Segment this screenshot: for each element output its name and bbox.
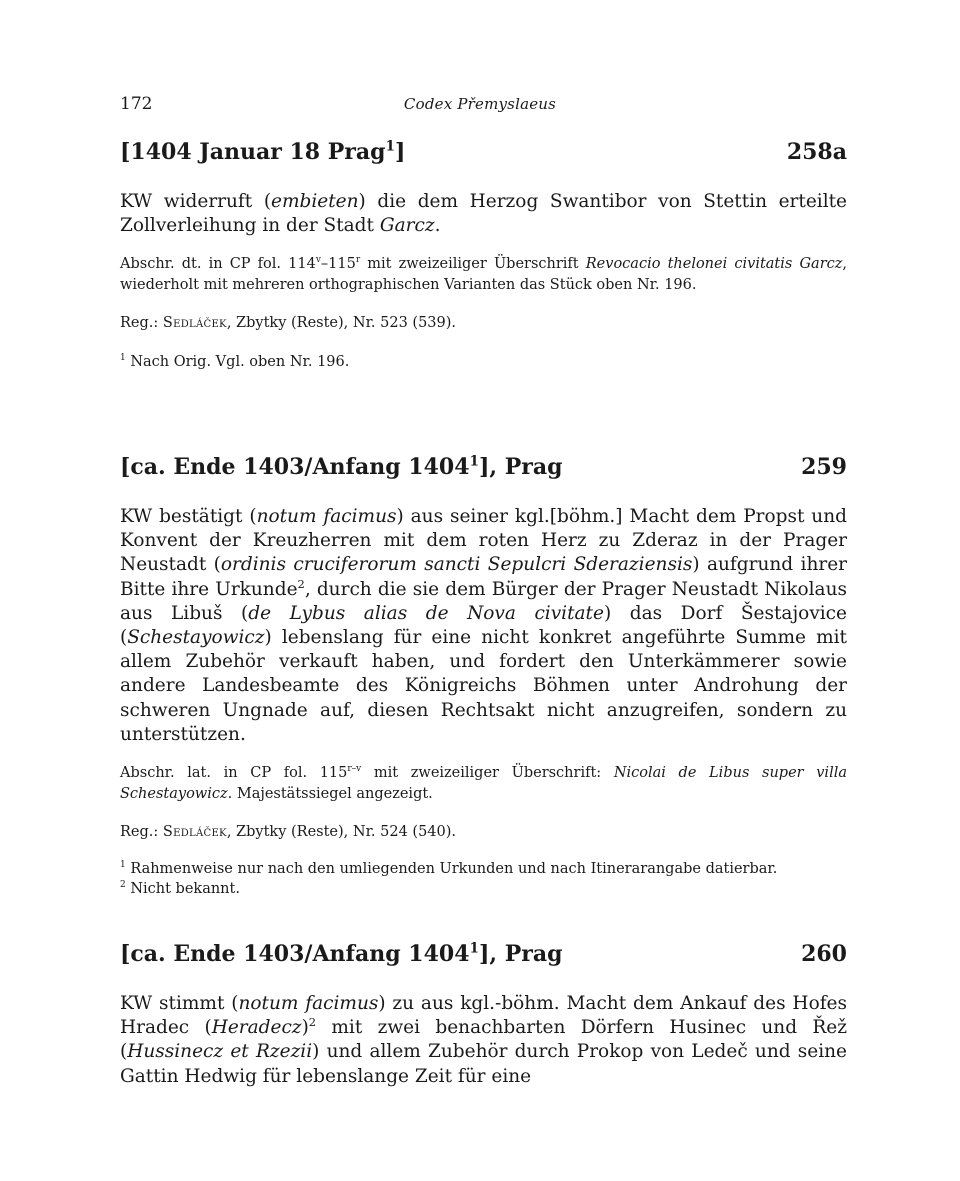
entry-number: 260 <box>801 941 847 967</box>
entry-260 <box>120 941 847 1089</box>
regesta-reference: Reg.: Sedláček, Zbytky (Reste), Nr. 524 (540). <box>120 824 457 841</box>
entry-header <box>120 941 847 975</box>
page-number: 172 <box>120 94 153 114</box>
entry-number: 259 <box>801 454 847 480</box>
regesta-reference: Reg.: Sedláček, Zbytky (Reste), Nr. 523 (539). <box>120 315 457 332</box>
entry-number: 258a <box>786 139 847 165</box>
footnote: $^1$ Rahmenweise nur nach den umliegenden Urkunden und nach Itinerarangabe datierbar. <box>120 860 778 878</box>
source-note: Abschr. lat. in CP fol. 115$^{r-v}$ mit zweizeiliger Überschrift: Nicolai de Libus super villa Schestayowicz. Majestätssiegel angezeigt. <box>120 764 847 803</box>
entry-258a <box>120 139 847 372</box>
entry-title: [ca. Ende 1403/Anfang 1404$^1$], Prag <box>120 453 563 480</box>
entry-259 <box>120 454 847 899</box>
footnote: $^1$ Nach Orig. Vgl. oben Nr. 196. <box>120 353 350 371</box>
regest-text: KW widerruft (embieten) die dem Herzog Swantibor von Stettin erteilte Zollverleihung in der Stadt Garcz. <box>120 191 847 237</box>
entry-header <box>120 139 847 173</box>
footnote: $^2$ Nicht bekannt. <box>120 880 240 898</box>
source-note: Abschr. dt. in CP fol. 114$^v$–115$^r$ mit zweizeiliger Überschrift Revocacio thelonei civitatis Garcz, wiederholt mit mehreren orthographischen Varianten das Stück oben Nr. 196. <box>120 255 847 294</box>
regest-text: KW bestätigt (notum facimus) aus seiner kgl.[böhm.] Macht dem Propst und Konvent der Kreuzherren mit dem roten Herz zu Zderaz in der Prager Neustadt (ordinis cruciferorum sancti Sepulcri Sderaziensis) aufgrund ihrer Bitte ihre Urkunde$^2$, durch die sie dem Bürger der Prager Neustadt Nikolaus aus Libuš (de Lybus alias de Nova civitate) das Dorf Šestajovice (Schestayowicz) lebenslang für eine nicht konkret angeführte Summe mit allem Zubehör verkauft haben, und fordert den Unterkämmerer sowie andere Landesbeamte des Königreichs Böhmen unter Androhung der schweren Ungnade auf, diesen Rechtsakt nicht anzugreifen, sondern zu unterstützen. <box>120 506 847 745</box>
regest-text: KW stimmt (notum facimus) zu aus kgl.-böhm. Macht dem Ankauf des Hofes Hradec (Heradecz)$^2$ mit zwei benachbarten Dörfern Husinec und Řež (Hussinecz et Rzezii) und allem Zubehör durch Prokop von Ledeč und seine Gattin Hedwig für lebenslange Zeit für eine <box>120 993 848 1087</box>
entry-header <box>120 454 847 488</box>
running-head: Codex Přemyslaeus <box>403 95 557 113</box>
entry-title: [1404 Januar 18 Prag$^1$] <box>120 138 406 165</box>
entry-title: [ca. Ende 1403/Anfang 1404$^1$], Prag <box>120 940 563 967</box>
